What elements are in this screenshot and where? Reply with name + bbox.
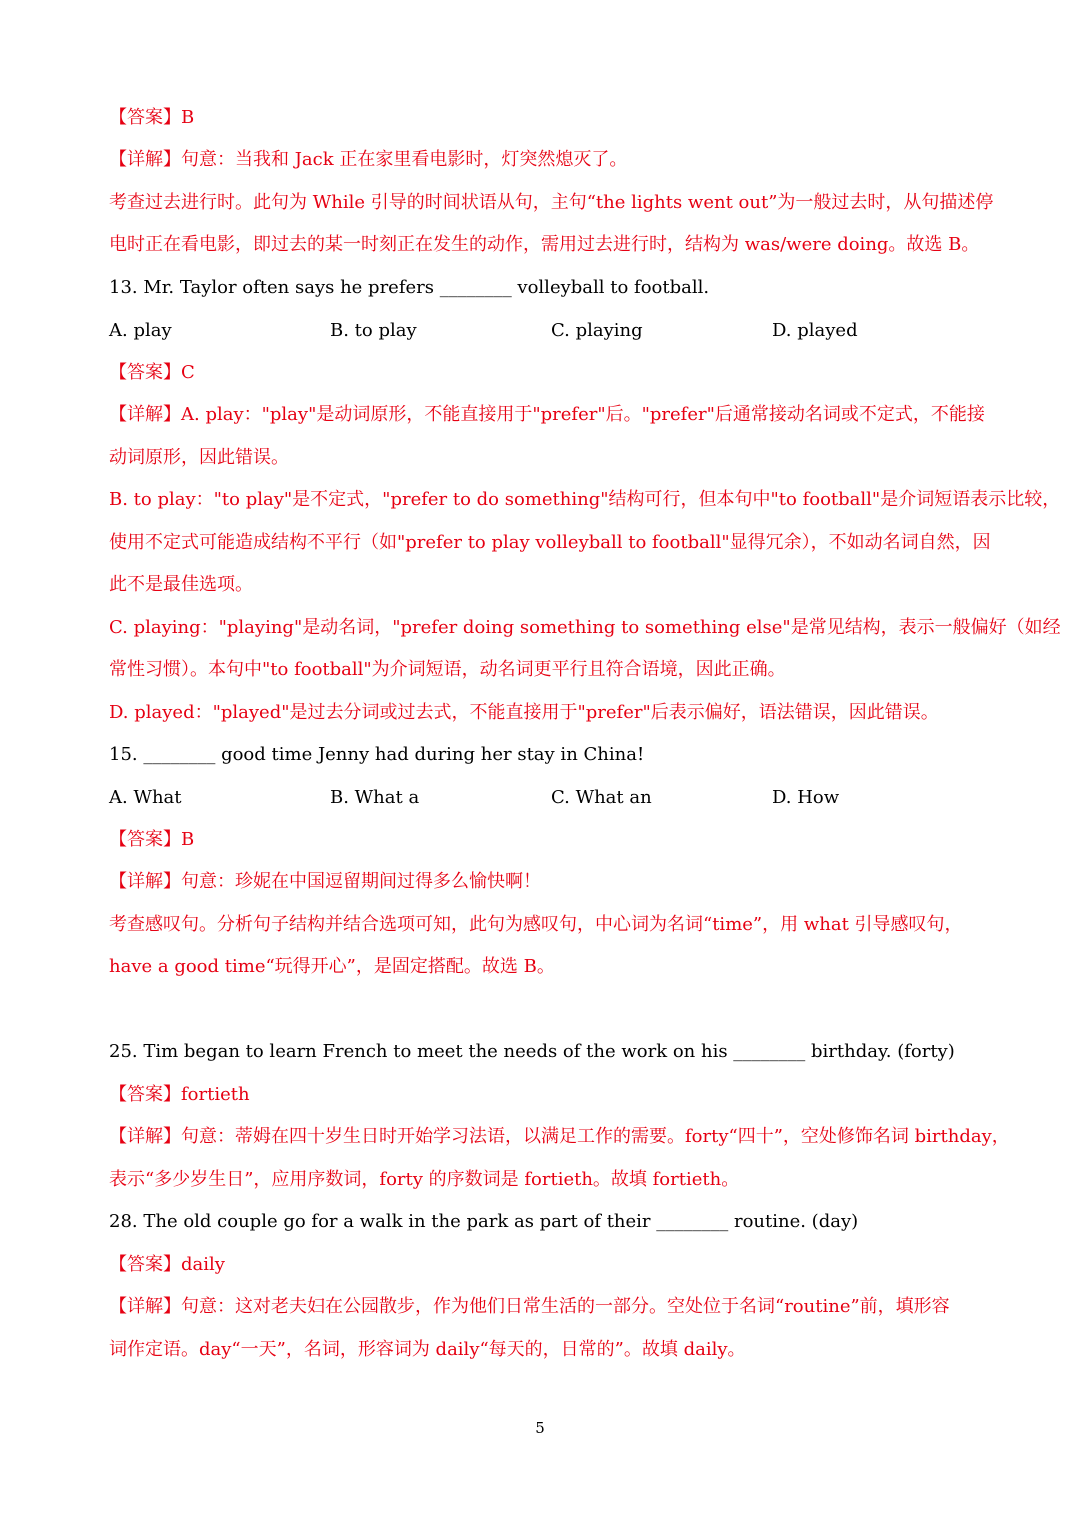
explanation-line: 此不是最佳选项。 (109, 574, 253, 595)
page-number: 5 (535, 1419, 545, 1437)
explanation-line: B. to play："to play"是不定式，"prefer to do something"结构可行，但本句中"to football"是介词短语表示比较， (109, 489, 1061, 510)
explanation-line: 使用不定式可能造成结构不平行（如"prefer to play volleyball to football"显得冗余），不如动名词自然，因 (109, 532, 991, 553)
answer-option: B. to play (330, 320, 417, 341)
explanation-line: 【详解】句意：当我和 Jack 正在家里看电影时，灯突然熄灭了。 (109, 149, 628, 170)
explanation-line: 【详解】句意：蒂姆在四十岁生日时开始学习法语，以满足工作的需要。forty“四十”，空处修饰名词 birthday， (109, 1126, 1010, 1147)
explanation-line: 词作定语。day“一天”，名词，形容词为 daily“每天的，日常的”。故填 daily。 (109, 1339, 746, 1360)
explanation-line: 常性习惯）。本句中"to football"为介词短语，动名词更平行且符合语境，因此正确。 (109, 659, 786, 680)
explanation-line: 【答案】fortieth (109, 1084, 250, 1105)
answer-option: A. What (109, 787, 182, 808)
question-line: 15. ________ good time Jenny had during her stay in China! (109, 744, 645, 765)
explanation-line: 表示“多少岁生日”，应用序数词，forty 的序数词是 fortieth。故填 fortieth。 (109, 1169, 740, 1190)
explanation-line: C. playing："playing"是动名词，"prefer doing something to something else"是常见结构，表示一般偏好（如经 (109, 617, 1061, 638)
explanation-line: 【答案】B (109, 107, 195, 128)
explanation-line: 【答案】daily (109, 1254, 225, 1275)
explanation-line: 【详解】句意：珍妮在中国逗留期间过得多么愉快啊！ (109, 871, 541, 892)
answer-option: C. playing (551, 320, 643, 341)
explanation-line: 【详解】句意：这对老夫妇在公园散步，作为他们日常生活的一部分。空处位于名词“routine”前，填形容 (109, 1296, 950, 1317)
explanation-line: D. played："played"是过去分词或过去式，不能直接用于"prefer"后表示偏好，语法错误，因此错误。 (109, 702, 939, 723)
answer-option: C. What an (551, 787, 652, 808)
explanation-line: 电时正在看电影，即过去的某一时刻正在发生的动作，需用过去进行时，结构为 was/were doing。故选 B。 (109, 234, 980, 255)
explanation-line: 【答案】B (109, 829, 195, 850)
explanation-line: 考查过去进行时。此句为 While 引导的时间状语从句，主句“the lights went out”为一般过去时，从句描述停 (109, 192, 994, 213)
explanation-line: 【详解】A. play："play"是动词原形，不能直接用于"prefer"后。"prefer"后通常接动名词或不定式，不能接 (109, 404, 985, 425)
question-line: 28. The old couple go for a walk in the park as part of their ________ routine. (day) (109, 1211, 859, 1232)
question-line: 13. Mr. Taylor often says he prefers ________ volleyball to football. (109, 277, 710, 298)
question-line: 25. Tim began to learn French to meet the needs of the work on his ________ birthday. (forty) (109, 1041, 955, 1062)
explanation-line: 考查感叹句。分析句子结构并结合选项可知，此句为感叹句，中心词为名词“time”，用 what 引导感叹句， (109, 914, 963, 935)
answer-option: D. How (772, 787, 840, 808)
answer-option: B. What a (330, 787, 420, 808)
answer-option: D. played (772, 320, 858, 341)
explanation-line: 【答案】C (109, 362, 195, 383)
answer-option: A. play (109, 320, 172, 341)
explanation-line: have a good time“玩得开心”，是固定搭配。故选 B。 (109, 956, 555, 977)
explanation-line: 动词原形，因此错误。 (109, 447, 289, 468)
